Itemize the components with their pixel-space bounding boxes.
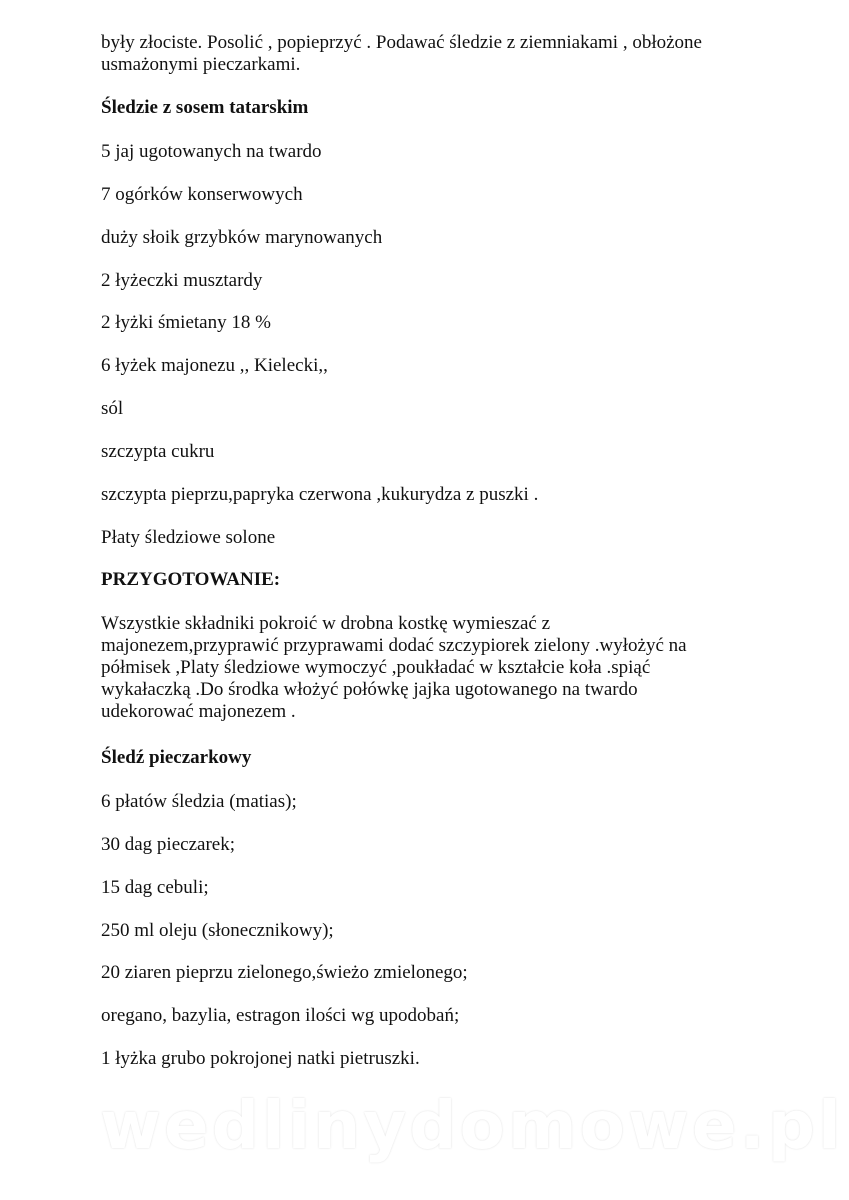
recipe-title: Śledzie z sosem tatarskim <box>101 97 309 118</box>
prep-paragraph <box>101 613 741 723</box>
intro-paragraph <box>101 32 741 76</box>
ingredient-line: Płaty śledziowe solone <box>101 527 276 548</box>
ingredient-line: 6 łyżek majonezu ,, Kielecki,, <box>101 355 328 376</box>
ingredient-line: 1 łyżka grubo pokrojonej natki pietruszki. <box>101 1048 420 1069</box>
ingredient-line: 5 jaj ugotowanych na twardo <box>101 141 322 162</box>
ingredient-line: 15 dag cebuli; <box>101 877 209 898</box>
ingredient-line: 2 łyżki śmietany 18 % <box>101 312 271 333</box>
ingredient-line: szczypta cukru <box>101 441 215 462</box>
ingredient-line: 20 ziaren pieprzu zielonego,świeżo zmielonego; <box>101 962 468 983</box>
intro-line: usmażonymi pieczarkami. <box>101 54 301 75</box>
ingredient-line: oregano, bazylia, estragon ilości wg upodobań; <box>101 1005 460 1026</box>
recipe-title: Śledź pieczarkowy <box>101 747 252 768</box>
prep-line: majonezem,przyprawić przyprawami dodać szczypiorek zielony .wyłożyć na <box>101 635 687 656</box>
ingredient-line: 250 ml oleju (słonecznikowy); <box>101 920 334 941</box>
ingredient-line: 7 ogórków konserwowych <box>101 184 303 205</box>
ingredient-line: 2 łyżeczki musztardy <box>101 270 263 291</box>
intro-line: były złociste. Posolić , popieprzyć . Podawać śledzie z ziemniakami , obłożone <box>101 32 702 53</box>
ingredient-line: 6 płatów śledzia (matias); <box>101 791 297 812</box>
ingredient-line: 30 dag pieczarek; <box>101 834 235 855</box>
prep-line: wykałaczką .Do środka włożyć połówkę jajka ugotowanego na twardo <box>101 679 638 700</box>
prep-line: udekorować majonezem . <box>101 701 296 722</box>
ingredient-line: szczypta pieprzu,papryka czerwona ,kukurydza z puszki . <box>101 484 539 505</box>
ingredient-line: duży słoik grzybków marynowanych <box>101 227 383 248</box>
prep-line: Wszystkie składniki pokroić w drobna kostkę wymieszać z <box>101 613 551 634</box>
prep-heading: PRZYGOTOWANIE: <box>101 569 281 590</box>
prep-line: półmisek ,Platy śledziowe wymoczyć ,poukładać w kształcie koła .spiąć <box>101 657 651 678</box>
watermark: wedlinydomowe.pl <box>100 1087 844 1164</box>
ingredient-line: sól <box>101 398 124 419</box>
